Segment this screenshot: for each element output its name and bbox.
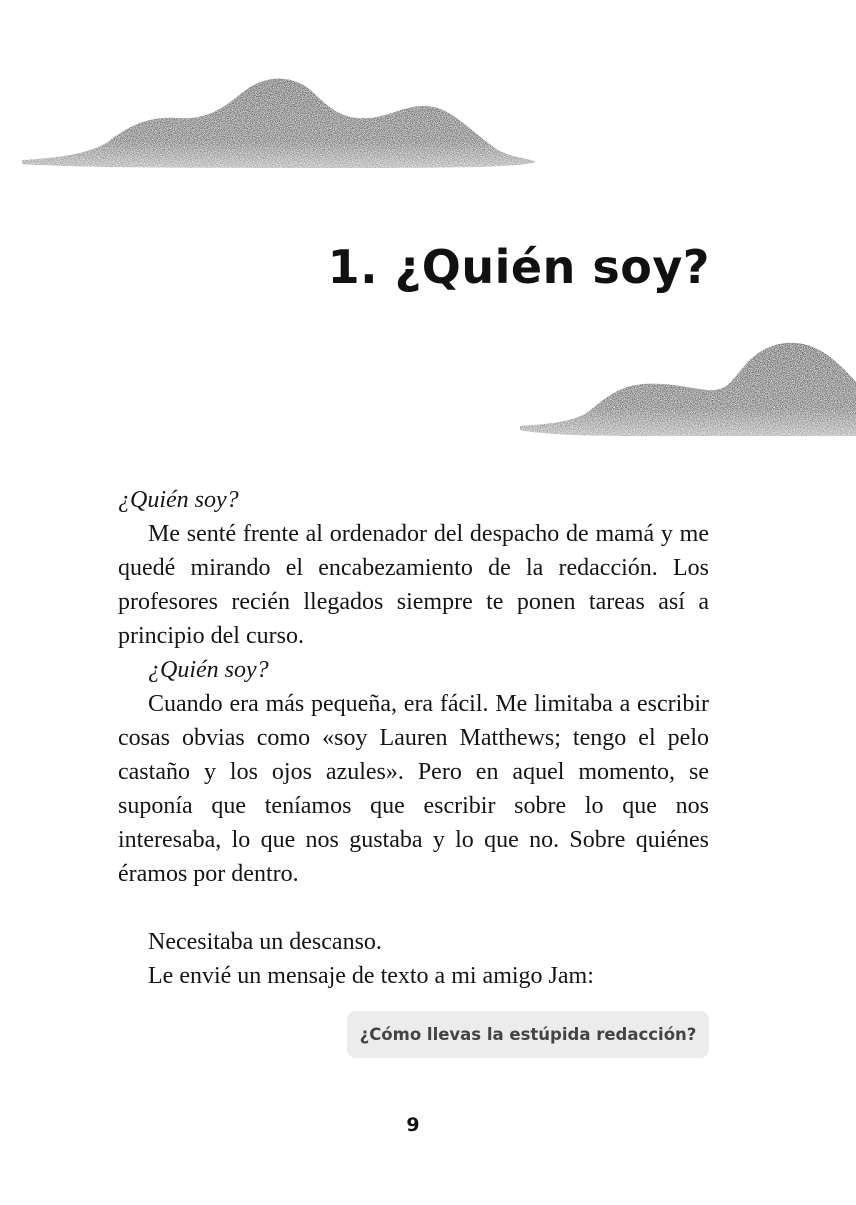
text-message-text: ¿Cómo llevas la estúpida redacción? [359,1025,697,1044]
page-number: 9 [406,1114,420,1136]
text-message-bubble [347,1011,709,1058]
paragraph-question: ¿Quién soy? [148,657,269,683]
paragraph: Necesitaba un descanso. [148,929,382,955]
paragraph: Le envié un mensaje de texto a mi amigo Jam: [148,963,594,989]
paragraph: Cuando era más pequeña, era fácil. Me limitaba a escribir cosas obvias como «soy Lauren Matthews; tengo el pelo castaño y los ojos azules». Pero en aquel momento, se suponía que teníamos que escribir sobre lo que nos interesaba, lo que nos gustaba y lo que no. Sobre quiénes éramos por dentro. [118,691,709,887]
cloud-illustration-right [518,338,856,440]
chapter-body [118,483,709,993]
paragraph: Me senté frente al ordenador del despacho de mamá y me quedé mirando el encabezamiento de la redacción. Los profesores recién llegados siempre te ponen tareas así a principio del curso. [118,521,709,649]
cloud-illustration-top [18,72,540,176]
paragraph-spacer [118,891,709,925]
paragraph-question: ¿Quién soy? [118,487,239,513]
chapter-title: 1. ¿Quién soy? [327,240,710,294]
